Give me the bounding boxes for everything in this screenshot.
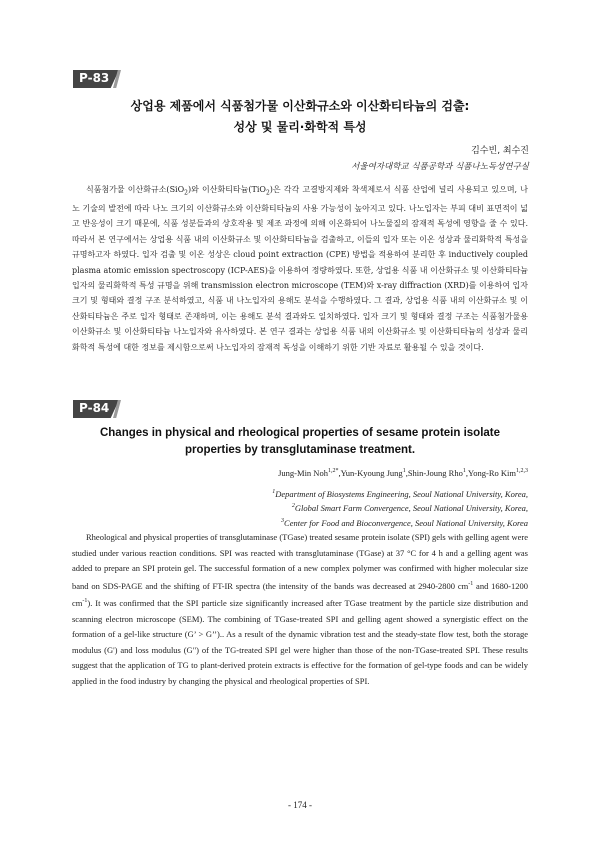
title-line-2: 성상 및 물리·화학적 특성 <box>233 120 367 134</box>
poster-badge-p83 <box>73 70 119 88</box>
badge-label: P-83 <box>79 71 110 85</box>
author-name: Yun-Kyoung Jung <box>340 468 403 478</box>
affiliation-line: $^1$Department of Biosystems Engineering, Seoul National University, Korea, <box>272 488 528 499</box>
affiliation-line: $^3$Center for Food and Bioconvergence, Seoul National University, Korea <box>281 517 528 528</box>
author-name: Jung-Min Noh <box>278 468 328 478</box>
title-line-2: properties by transglutaminase treatment. <box>184 444 416 456</box>
title-line-1: 상업용 제품에서 식품첨가물 이산화규소와 이산화티타늄의 검출: <box>130 99 470 113</box>
author-name: Yong-Ro Kim <box>467 468 516 478</box>
poster-badge-p84 <box>73 400 119 418</box>
page-number: - 174 - <box>288 800 312 810</box>
abstract-body-en: Rheological and physical properties of transglutaminase (TGase) treated sesame protein isolate (SPI) gels with gelling agent were studied under various reaction conditions. SPI was reacted with transglutaminase (TGase) at 37 °C for 4 h and a gelling agent was added to prepare an SPI protein gel. The successful formation of a new complex polymer was confirmed with higher molecular size band on SDS-PAGE and the shifting of FT-IR spectra (the intensity of the bands was decreased at 2940-2800 $cm^{-1}$ and 1680-1200 $cm^{-1}$). It was confirmed that the SPI particle size significantly increased after TGase treatment by the particle size distribution and scanning electron microscope (SEM). The combining of TGase-treated SPI and gelling agent showed a synergistic effect on the formation of a gel-like structure (G’ > G’’).. As a result of the dynamic vibration test and the steady-state flow test, both the storage modulus (G') and loss modulus (G") of the TG-treated SPI gel were higher than those of the non-TGase-treated SPI. These results suggest that the application of TG to plant-derived protein extracts is effective for the formation of gel-type foods and can be widely applied in the food industry by changing the physical and rheological properties of SPI. <box>72 532 528 686</box>
badge-label: P-84 <box>79 401 110 415</box>
affiliation-ko: 서울여자대학교 식품공학과 식품나노독성연구실 <box>351 162 529 172</box>
title-line-1: Changes in physical and rheological properties of sesame protein isolate <box>99 427 501 439</box>
authors-ko: 김수빈, 최수진 <box>471 146 529 156</box>
affiliations-en <box>272 486 528 529</box>
affiliation-line: $^2$Global Smart Farm Convergence, Seoul National University, Korea, <box>291 503 528 514</box>
authors-en: Jung-Min Noh$^{1,2*}$,Yun-Kyoung Jung$^1$,Shin-Joung Rho$^1$,Yong-Ro Kim$^{1,2,3}$ <box>278 468 528 478</box>
abstract-body-ko: 식품첨가물 이산화규소(SiO$_2$)와 이산화티타늄(TiO$_2$)은 각각 고결방지제와 착색제로서 식품 산업에 널리 사용되고 있으며, 나노 기술의 발전에 따라 나노 크기의 이산화규소와 이산화티타늄의 사용 가능성이 높아지고 있다. 나노입자는 부피 대비 표면적이 넓고 반응성이 크기 때문에, 식품 성분들과의 상호작용 및 제조 과정에 의해 이온화되어 나노물질의 잠재적 독성에 영향을 줄 수 있다. 따라서 본 연구에서는 상업용 식품 내의 이산화규소 및 이산화티타늄을 검출하고, 이들의 입자 또는 이온 성상과 물리화학적 특성을 규명하고자 하였다. 입자 검출 및 이온 성상은 cloud point extraction (CPE) 방법을 적용하여 분리한 후 inductively coupled plasma atomic emission spectroscopy (ICP-AES)을 이용하여 정량하였다. 또한, 상업용 식품 내 이산화규소 및 이산화티타늄 입자의 물리화학적 특성 규명을 위해 transmission electron microscope (TEM)와 x-ray diffraction (XRD)를 이용하여 입자 크기 및 형태와 결정 구조 분석하였고, 식품 내 나노입자의 용해도 분석을 수행하였다. 그 결과, 상업용 식품 내의 이산화규소 및 이산화티타늄은 주로 입자 형태로 존재하며, 이는 용해도 분석 결과와도 일치하였다. 입자 크기 및 형태와 결정 구조는 식품첨가물용 이산화규소 및 이산화티타늄 나노입자와 유사하였다. 본 연구 결과는 상업용 식품 내의 이산화규소 및 이산화티타늄의 성상과 물리화학적 특성에 대한 정보를 제시함으로써 나노입자의 잠재적 독성을 이해하기 위한 기반 자료로 활용될 수 있을 것이다. <box>72 185 528 352</box>
author-name: Shin-Joung Rho <box>407 468 463 478</box>
abstract-title-en <box>60 425 540 459</box>
abstract-title-ko <box>60 96 540 138</box>
